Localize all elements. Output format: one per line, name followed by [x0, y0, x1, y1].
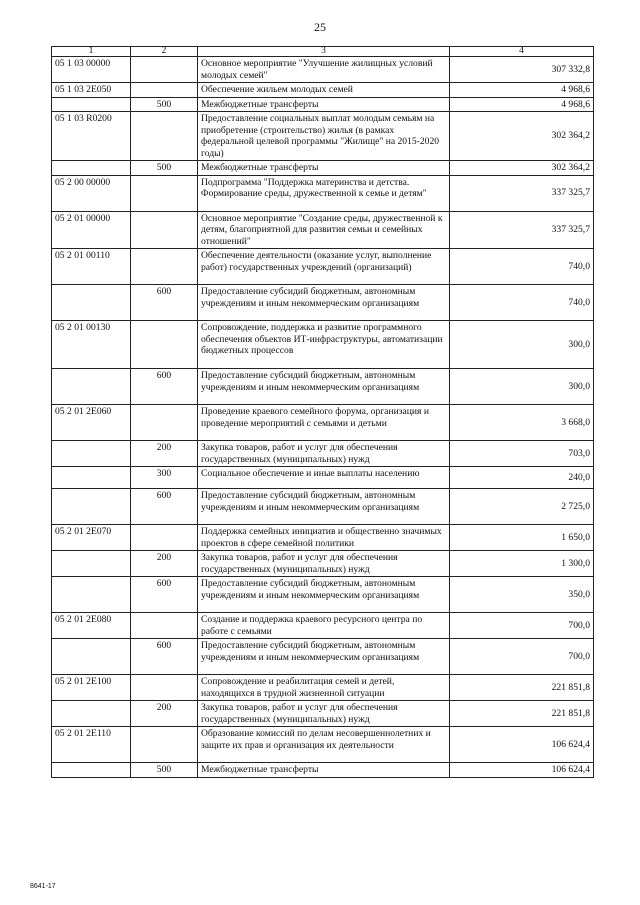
amount-cell: 2 725,0 — [450, 489, 594, 525]
item-name-cell: Обеспечение деятельности (оказание услуг, выполнение работ) государственных учреждений (организаций) — [198, 249, 450, 285]
column-header: 3 — [198, 47, 450, 57]
item-name-cell: Проведение краевого семейного форума, организация и проведение мероприятий с семьями и детьми — [198, 405, 450, 441]
table-row — [52, 727, 594, 763]
item-name-cell: Подпрограмма "Поддержка материнства и детства. Формирование среды, дружественной к семье и детям" — [198, 175, 450, 211]
table-row — [52, 405, 594, 441]
amount-cell: 302 364,2 — [450, 112, 594, 161]
table-row — [52, 369, 594, 405]
budget-code-cell: 05 2 01 2Е070 — [52, 525, 131, 551]
expense-type-cell — [131, 175, 198, 211]
budget-code-cell — [52, 161, 131, 176]
table-row — [52, 211, 594, 249]
item-name-cell: Предоставление социальных выплат молодым семьям на приобретение (строительство) жилья (в рамках федеральной целевой программы "Жилище" на 2015-2020 годы) — [198, 112, 450, 161]
expense-type-cell — [131, 727, 198, 763]
amount-cell: 703,0 — [450, 441, 594, 467]
item-name-cell: Обеспечение жильем молодых семей — [198, 83, 450, 98]
table-row — [52, 763, 594, 778]
table-row — [52, 175, 594, 211]
table-row — [52, 321, 594, 369]
item-name-cell: Закупка товаров, работ и услуг для обеспечения государственных (муниципальных) нужд — [198, 551, 450, 577]
budget-code-cell — [52, 467, 131, 489]
table-row — [52, 97, 594, 112]
table-row — [52, 57, 594, 83]
expense-type-cell: 600 — [131, 489, 198, 525]
expense-type-cell: 600 — [131, 369, 198, 405]
expense-type-cell: 500 — [131, 763, 198, 778]
amount-cell: 700,0 — [450, 613, 594, 639]
budget-code-cell — [52, 369, 131, 405]
expense-type-cell: 200 — [131, 701, 198, 727]
document-code: 8641-17 — [30, 883, 56, 890]
table-row — [52, 551, 594, 577]
expense-type-cell: 600 — [131, 285, 198, 321]
amount-cell: 1 650,0 — [450, 525, 594, 551]
expense-type-cell: 500 — [131, 161, 198, 176]
amount-cell: 4 968,6 — [450, 83, 594, 98]
amount-cell: 350,0 — [450, 577, 594, 613]
item-name-cell: Социальное обеспечение и иные выплаты населению — [198, 467, 450, 489]
budget-code-cell — [52, 577, 131, 613]
expense-type-cell — [131, 112, 198, 161]
item-name-cell: Предоставление субсидий бюджетным, автономным учреждениям и иным некоммерческим организациям — [198, 577, 450, 613]
item-name-cell: Предоставление субсидий бюджетным, автономным учреждениям и иным некоммерческим организациям — [198, 285, 450, 321]
budget-code-cell — [52, 441, 131, 467]
expense-type-cell: 300 — [131, 467, 198, 489]
column-header: 1 — [52, 47, 131, 57]
budget-code-cell: 05 1 03 R0200 — [52, 112, 131, 161]
column-header: 2 — [131, 47, 198, 57]
table-row — [52, 577, 594, 613]
item-name-cell: Предоставление субсидий бюджетным, автономным учреждениям и иным некоммерческим организациям — [198, 639, 450, 675]
budget-code-cell — [52, 489, 131, 525]
item-name-cell: Сопровождение, поддержка и развитие программного обеспечения объектов ИТ-инфраструктуры, автоматизации бюджетных процессов — [198, 321, 450, 369]
item-name-cell: Закупка товаров, работ и услуг для обеспечения государственных (муниципальных) нужд — [198, 441, 450, 467]
expense-type-cell — [131, 321, 198, 369]
expense-type-cell — [131, 405, 198, 441]
budget-code-cell: 05 1 03 2Е050 — [52, 83, 131, 98]
amount-cell: 700,0 — [450, 639, 594, 675]
table-row — [52, 83, 594, 98]
table-row — [52, 489, 594, 525]
amount-cell: 106 624,4 — [450, 763, 594, 778]
amount-cell: 106 624,4 — [450, 727, 594, 763]
amount-cell: 302 364,2 — [450, 161, 594, 176]
expense-type-cell — [131, 675, 198, 701]
expense-type-cell — [131, 83, 198, 98]
expense-type-cell: 600 — [131, 577, 198, 613]
table-row — [52, 467, 594, 489]
item-name-cell: Предоставление субсидий бюджетным, автономным учреждениям и иным некоммерческим организациям — [198, 369, 450, 405]
budget-code-cell: 05 1 03 00000 — [52, 57, 131, 83]
amount-cell: 3 668,0 — [450, 405, 594, 441]
expense-type-cell: 200 — [131, 551, 198, 577]
budget-code-cell: 05 2 01 2Е100 — [52, 675, 131, 701]
amount-cell: 300,0 — [450, 369, 594, 405]
expense-type-cell — [131, 613, 198, 639]
amount-cell: 740,0 — [450, 249, 594, 285]
table-header-row — [52, 47, 594, 57]
item-name-cell: Основное мероприятие "Улучшение жилищных условий молодых семей" — [198, 57, 450, 83]
budget-code-cell: 05 2 01 00000 — [52, 211, 131, 249]
budget-code-cell: 05 2 01 2Е080 — [52, 613, 131, 639]
budget-code-cell — [52, 97, 131, 112]
table-row — [52, 161, 594, 176]
budget-code-cell: 05 2 01 2Е060 — [52, 405, 131, 441]
item-name-cell: Межбюджетные трансферты — [198, 97, 450, 112]
amount-cell: 4 968,6 — [450, 97, 594, 112]
table-row — [52, 701, 594, 727]
page-number: 25 — [314, 20, 326, 34]
item-name-cell: Образование комиссий по делам несовершеннолетних и защите их прав и организация их деятельности — [198, 727, 450, 763]
item-name-cell: Межбюджетные трансферты — [198, 161, 450, 176]
amount-cell: 221 851,8 — [450, 701, 594, 727]
table-row — [52, 525, 594, 551]
table-row — [52, 441, 594, 467]
expense-type-cell — [131, 525, 198, 551]
amount-cell: 740,0 — [450, 285, 594, 321]
budget-code-cell — [52, 763, 131, 778]
item-name-cell: Закупка товаров, работ и услуг для обеспечения государственных (муниципальных) нужд — [198, 701, 450, 727]
amount-cell: 307 332,8 — [450, 57, 594, 83]
amount-cell: 221 851,8 — [450, 675, 594, 701]
item-name-cell: Основное мероприятие "Создание среды, дружественной к детям, благоприятной для развития семьи и семейных отношений" — [198, 211, 450, 249]
budget-code-cell: 05 2 01 00110 — [52, 249, 131, 285]
table-row — [52, 112, 594, 161]
expense-type-cell: 500 — [131, 97, 198, 112]
item-name-cell: Сопровождение и реабилитация семей и детей, находящихся в трудной жизненной ситуации — [198, 675, 450, 701]
item-name-cell: Поддержка семейных инициатив и общественно значимых проектов в сфере семейной политики — [198, 525, 450, 551]
amount-cell: 337 325,7 — [450, 175, 594, 211]
expense-type-cell — [131, 211, 198, 249]
item-name-cell: Межбюджетные трансферты — [198, 763, 450, 778]
table-row — [52, 675, 594, 701]
budget-code-cell — [52, 639, 131, 675]
budget-code-cell: 05 2 01 2Е110 — [52, 727, 131, 763]
table-row — [52, 249, 594, 285]
budget-code-cell — [52, 285, 131, 321]
amount-cell: 300,0 — [450, 321, 594, 369]
amount-cell: 337 325,7 — [450, 211, 594, 249]
budget-code-cell — [52, 551, 131, 577]
item-name-cell: Предоставление субсидий бюджетным, автономным учреждениям и иным некоммерческим организациям — [198, 489, 450, 525]
expense-type-cell — [131, 57, 198, 83]
budget-code-cell: 05 2 01 00130 — [52, 321, 131, 369]
amount-cell: 240,0 — [450, 467, 594, 489]
budget-table — [51, 46, 594, 778]
item-name-cell: Создание и поддержка краевого ресурсного центра по работе с семьями — [198, 613, 450, 639]
budget-code-cell: 05 2 00 00000 — [52, 175, 131, 211]
table-row — [52, 639, 594, 675]
table-row — [52, 285, 594, 321]
amount-cell: 1 300,0 — [450, 551, 594, 577]
budget-code-cell — [52, 701, 131, 727]
expense-type-cell: 200 — [131, 441, 198, 467]
column-header: 4 — [450, 47, 594, 57]
expense-type-cell: 600 — [131, 639, 198, 675]
table-row — [52, 613, 594, 639]
expense-type-cell — [131, 249, 198, 285]
